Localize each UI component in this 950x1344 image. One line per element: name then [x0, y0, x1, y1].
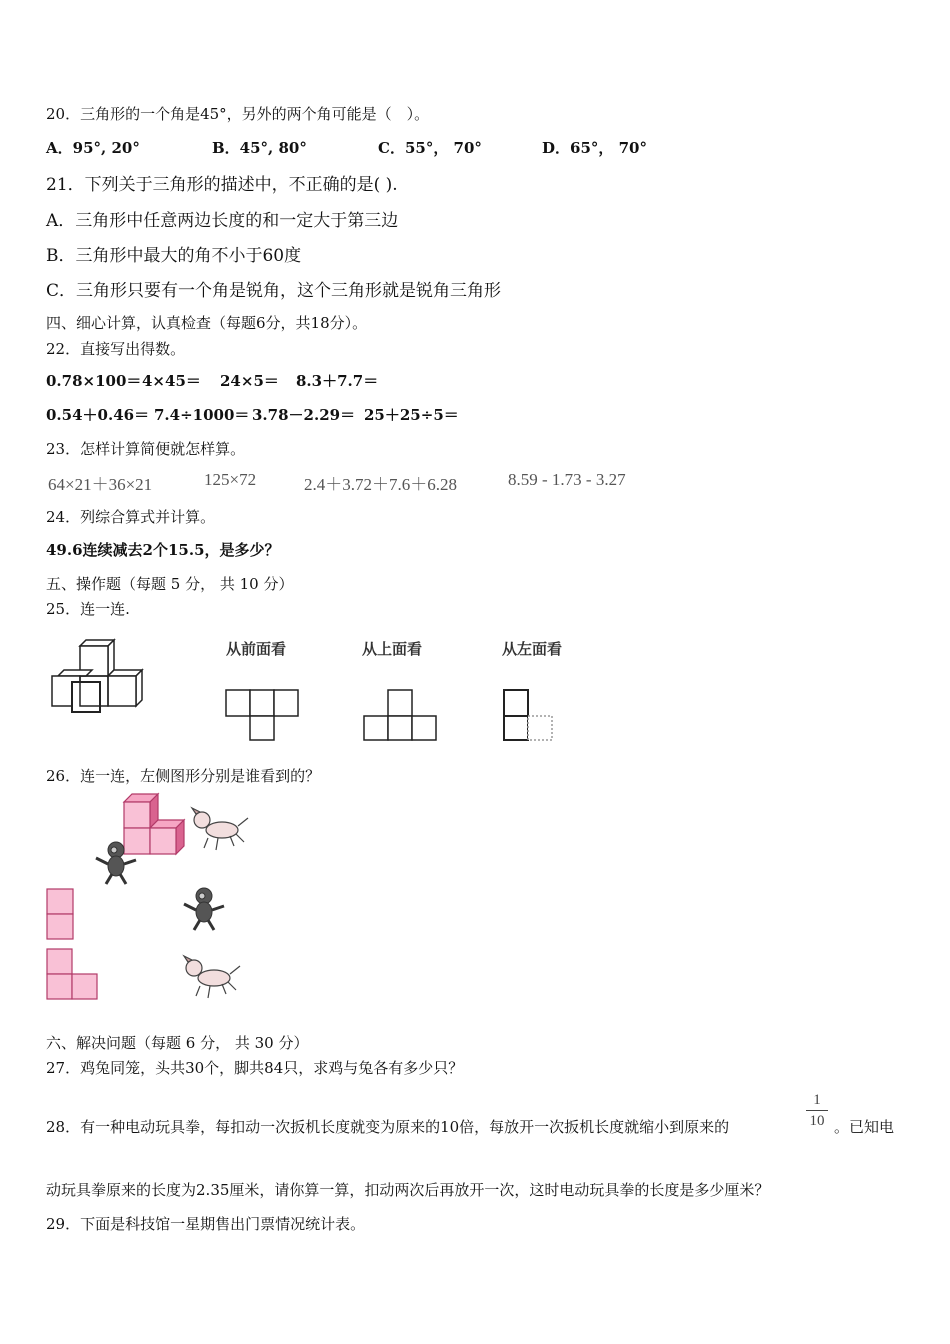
q23-expr: 125×72 [204, 470, 257, 489]
q28-text-line2: 动玩具拳原来的长度为2.35厘米，请你算一算，扣动两次后再放开一次，这时电动玩具拳的长度是多少厘米？ [46, 1181, 770, 1199]
q29-text: 29．下面是科技馆一星期售出门票情况统计表。 [46, 1215, 366, 1233]
q22-item: 3.78－2.29＝ [252, 406, 356, 424]
q22-item: 0.78×100＝ [46, 372, 142, 390]
q20-option-a: A．95°, 20° [46, 139, 140, 157]
q22-item: 25＋25÷5＝ [364, 406, 459, 424]
q22-item: 24×5＝ [220, 372, 279, 390]
q23-expr: 64×21＋36×21 [48, 475, 153, 494]
q20-option-d: D．65°， 70° [542, 139, 647, 157]
q28-fraction-denominator: 10 [806, 1110, 828, 1131]
monkey-icon [180, 884, 228, 932]
q24-text: 49.6连续减去2个15.5，是多少？ [46, 541, 280, 559]
q20-stem: 20．三角形的一个角是45°，另外的两个角可能是（ ）。 [46, 105, 430, 123]
q22-item: 7.4÷1000＝ [154, 406, 250, 424]
q28-text-part1: 28．有一种电动玩具拳，每扣动一次扳机长度就变为原来的10倍，每放开一次扳机长度就缩小到原来的 [46, 1118, 730, 1136]
q26-shape-l [46, 948, 102, 1002]
q28-fraction-numerator: 1 [813, 1092, 821, 1108]
q21-option-c: C．三角形只要有一个角是锐角，这个三角形就是锐角三角形 [46, 281, 502, 301]
section6-heading: 六、解决问题（每题 6 分， 共 30 分） [46, 1034, 309, 1052]
q24-stem: 24．列综合算式并计算。 [46, 508, 216, 526]
q23-expr: 2.4＋3.72＋7.6＋6.28 [304, 475, 457, 494]
section5-heading: 五、操作题（每题 5 分， 共 10 分） [46, 575, 294, 593]
q26-stem: 26．连一连，左侧图形分别是谁看到的？ [46, 767, 321, 785]
q22-item: 8.3＋7.7＝ [296, 372, 379, 390]
dog-icon [188, 806, 250, 852]
dog-icon [180, 954, 242, 1000]
q22-row1 [46, 370, 906, 390]
q25-label-left: 从左面看 [502, 640, 563, 658]
q25-view-top-shape [362, 688, 442, 744]
q26-shape-vertical [46, 888, 76, 942]
q23-stem: 23．怎样计算简便就怎样算。 [46, 440, 246, 458]
q23-expr: 8.59 - 1.73 - 3.27 [508, 470, 626, 489]
monkey-icon [92, 838, 140, 886]
q23-exprs [46, 470, 906, 492]
q22-row2 [46, 404, 906, 424]
q25-view-left-shape [502, 688, 558, 744]
q22-stem: 22．直接写出得数。 [46, 340, 186, 358]
q25-solid-figure [46, 636, 156, 718]
q22-item: 0.54＋0.46＝ [46, 406, 150, 424]
q20-options [46, 137, 906, 157]
q25-view-front-shape [224, 688, 304, 744]
q25-label-top: 从上面看 [362, 640, 423, 658]
q20-option-b: B．45°, 80° [212, 139, 307, 157]
q21-option-b: B．三角形中最大的角不小于60度 [46, 246, 302, 266]
q25-label-front: 从前面看 [226, 640, 287, 658]
section4-heading: 四、细心计算，认真检查（每题6分，共18分）。 [46, 314, 368, 332]
q22-item: 4×45＝ [142, 372, 201, 390]
q21-stem: 21．下列关于三角形的描述中，不正确的是( ). [46, 175, 398, 195]
q21-option-a: A．三角形中任意两边长度的和一定大于第三边 [46, 211, 399, 231]
q25-stem: 25．连一连. [46, 600, 130, 618]
q28-text-part2: 。已知电 [834, 1118, 895, 1136]
q27-text: 27．鸡兔同笼，头共30个，脚共84只，求鸡与兔各有多少只？ [46, 1059, 464, 1077]
q28-fraction [806, 1090, 828, 1131]
q20-option-c: C．55°， 70° [378, 139, 482, 157]
